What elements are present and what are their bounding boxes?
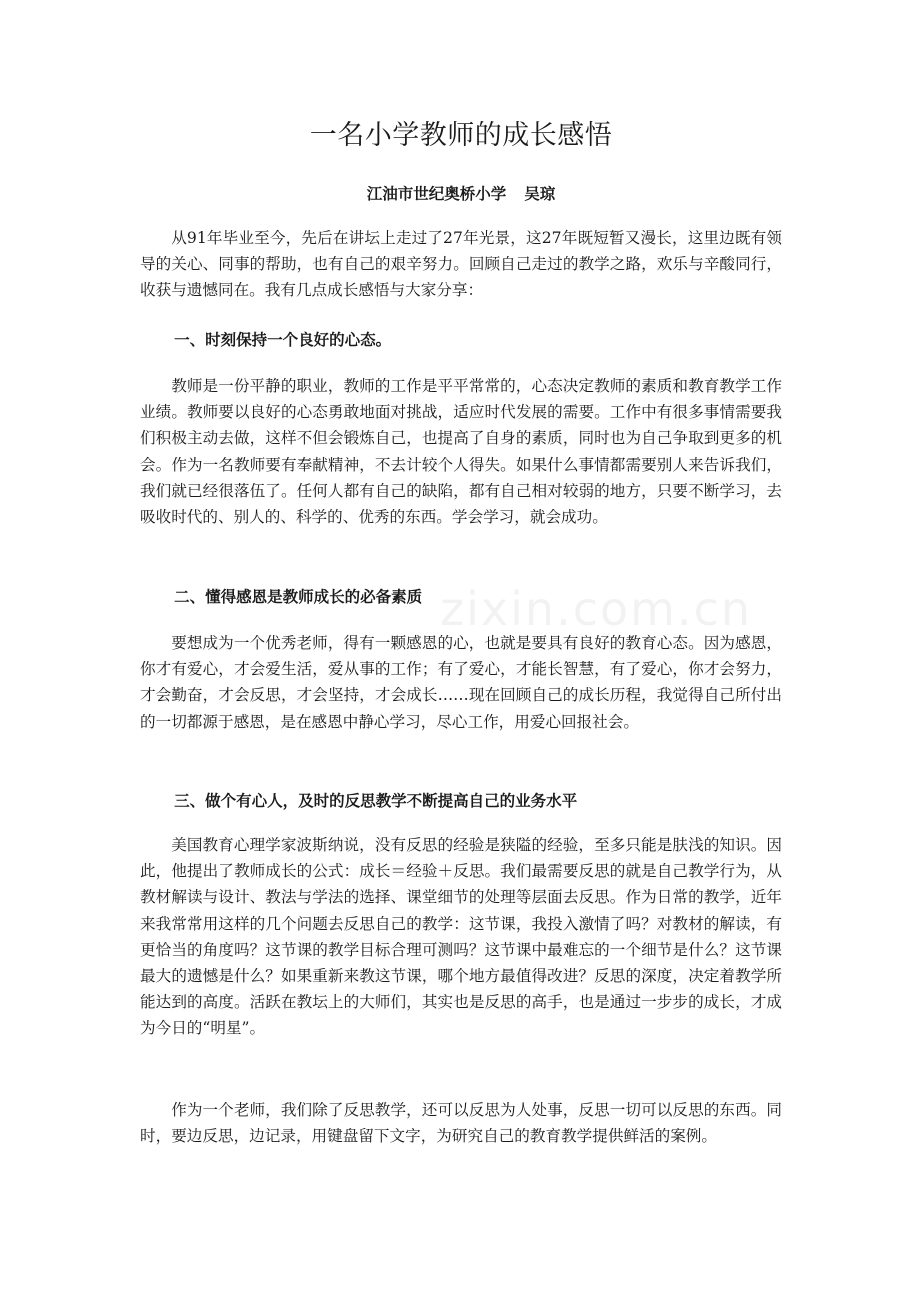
author-school: 江油市世纪奥桥小学 bbox=[366, 184, 507, 203]
author-line bbox=[140, 181, 782, 207]
author-name: 吴琼 bbox=[524, 184, 556, 203]
section-3-paragraph-1: 美国教育心理学家波斯纳说，没有反思的经验是狭隘的经验，至多只能是肤浅的知识。因此，他提出了教师成长的公式：成长＝经验＋反思。我们最需要反思的就是自己教学行为，从教材解读与设计、教法与学法的选择、课堂细节的处理等层面去反思。作为日常的教学，近年来我常常用这样的几个问题去反思自己的教学：这节课，我投入激情了吗？对教材的解读，有更恰当的角度吗？这节课的教学目标合理可测吗？这节课中最难忘的一个细节是什么？这节课最大的遗憾是什么？如果重新来教这节课，哪个地方最值得改进？反思的深度，决定着教学所能达到的高度。活跃在教坛上的大师们，其实也是反思的高手，也是通过一步步的成长，才成为今日的“明星”。 bbox=[140, 836, 782, 1038]
intro-paragraph: 从91年毕业至今，先后在讲坛上走过了27年光景，这27年既短暂又漫长，这里边既有领导的关心、同事的帮助，也有自己的艰辛努力。回顾自己走过的教学之路，欢乐与辛酸同行，收获与遗憾同在。我有几点成长感悟与大家分享： bbox=[140, 229, 782, 300]
section-heading-3: 三、做个有心人，及时的反思教学不断提高自己的业务水平 bbox=[174, 791, 578, 810]
section-2-paragraph: 要想成为一个优秀老师，得有一颗感恩的心，也就是要具有良好的教育心态。因为感恩，你才有爱心，才会爱生活，爱从事的工作；有了爱心，才能长智慧，有了爱心，你才会努力，才会勤奋，才会反思，才会坚持，才会成长……现在回顾自己的成长历程，我觉得自己所付出的一切都源于感恩，是在感恩中静心学习，尽心工作，用爱心回报社会。 bbox=[140, 634, 782, 731]
section-1-paragraph: 教师是一份平静的职业，教师的工作是平平常常的，心态决定教师的素质和教育教学工作业绩。教师要以良好的心态勇敢地面对挑战，适应时代发展的需要。工作中有很多事情需要我们积极主动去做，这样不但会锻炼自己，也提高了自身的素质，同时也为自己争取到更多的机会。作为一名教师要有奉献精神，不去计较个人得失。如果什么事情都需要别人来告诉我们，我们就已经很落伍了。任何人都有自己的缺陷，都有自己相对较弱的地方，只要不断学习，去吸收时代的、别人的、科学的、优秀的东西。学会学习，就会成功。 bbox=[140, 377, 782, 527]
watermark: zixin.com.cn bbox=[440, 582, 753, 636]
section-heading-2: 二、懂得感恩是教师成长的必备素质 bbox=[174, 587, 423, 606]
section-3-paragraph-2: 作为一个老师，我们除了反思教学，还可以反思为人处事，反思一切可以反思的东西。同时，要边反思，边记录，用键盘留下文字，为研究自己的教育教学提供鲜活的案例。 bbox=[140, 1101, 782, 1146]
section-heading-1: 一、时刻保持一个良好的心态。 bbox=[174, 330, 392, 349]
document-title: 一名小学教师的成长感悟 bbox=[309, 120, 613, 151]
